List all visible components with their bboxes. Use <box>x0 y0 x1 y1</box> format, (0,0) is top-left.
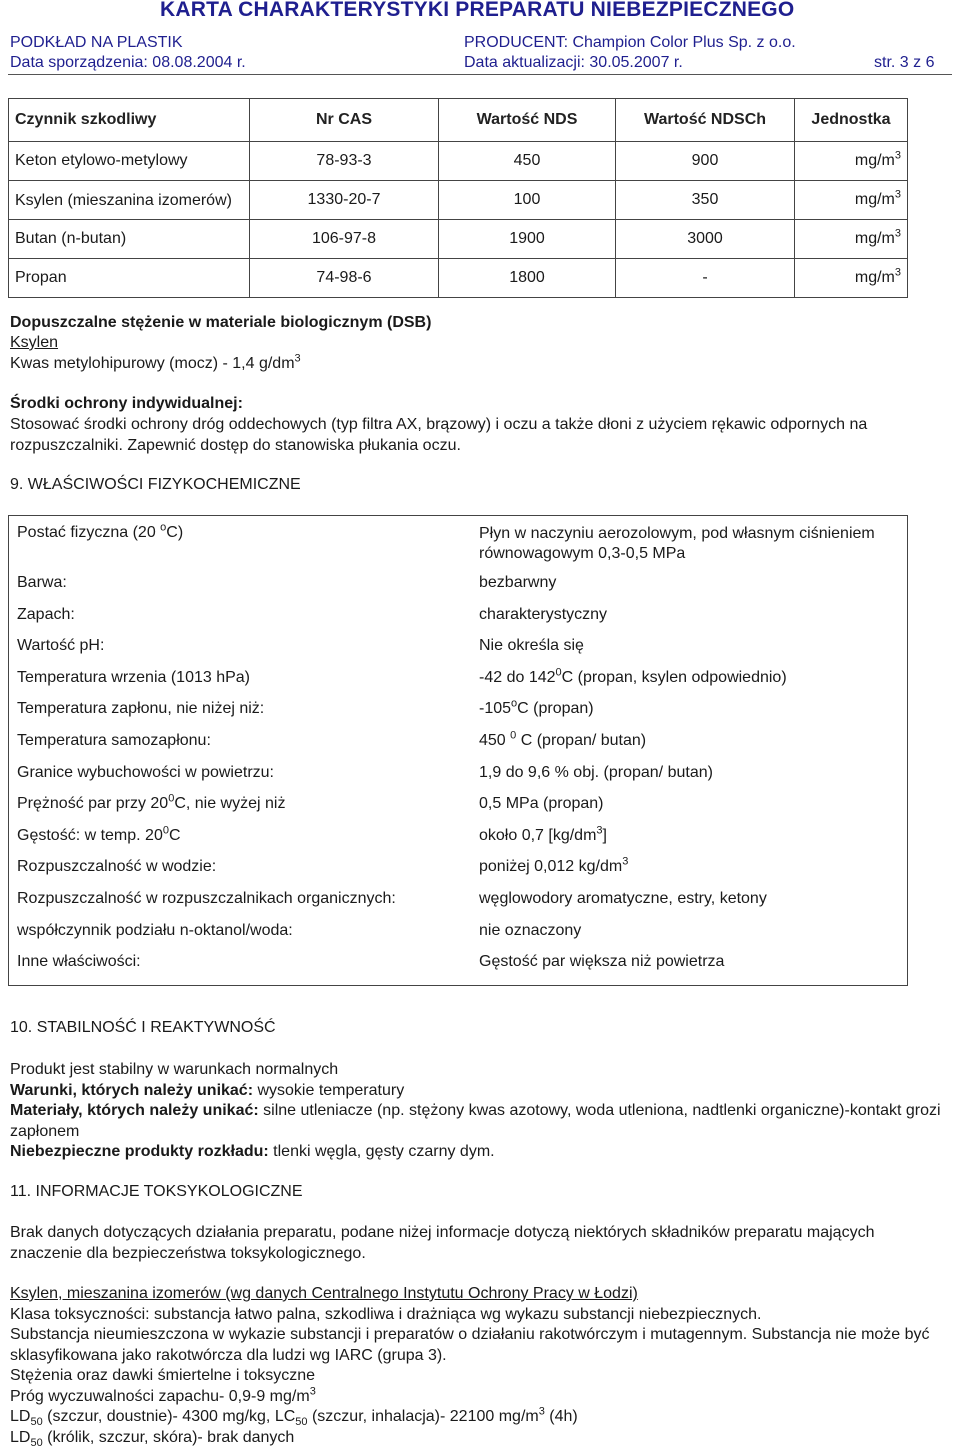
property-label: Zapach: <box>17 605 75 623</box>
section11-heading: 11. INFORMACJE TOKSYKOLOGICZNE <box>10 1183 303 1200</box>
property-value: Gęstość par większa niż powietrza <box>479 953 725 971</box>
nds-cell: 1800 <box>439 259 616 298</box>
substance-cell: Ksylen (mieszanina izomerów) <box>9 181 250 220</box>
producer: PRODUCENT: Champion Color Plus Sp. z o.o. <box>464 34 796 51</box>
ppe-heading: Środki ochrony indywidualnej: <box>10 395 243 412</box>
dsb-value: Kwas metylohipurowy (mocz) - 1,4 $g/dm^3$ <box>10 352 301 372</box>
unit-cell: $mg/m^3$ <box>795 259 908 298</box>
table-row <box>9 637 908 669</box>
property-value: poniżej 0,012 $kg/dm^3$ <box>479 856 629 876</box>
table-row <box>9 516 908 575</box>
dsb-heading: Dopuszczalne stężenie w materiale biologicznym (DSB) <box>10 314 432 331</box>
ld50-dermal-line: $LD_{50}$ (królik, szczur, skóra)- brak danych <box>10 1428 295 1449</box>
property-label: Inne właściwości: <box>17 953 141 971</box>
dsb-substance: Ksylen <box>10 334 59 351</box>
column-header: Czynnik szkodliwy <box>9 99 250 142</box>
source-line: Ksylen, mieszanina izomerów (wg danych Centralnego Instytutu Ochrony Pracy w Łodzi) <box>10 1285 638 1302</box>
table-row <box>9 574 908 606</box>
nds-cell: 100 <box>439 181 616 220</box>
table-row <box>9 858 908 890</box>
ndsch-cell: 900 <box>616 142 795 181</box>
column-header: Wartość NDSCh <box>616 99 795 142</box>
header-divider <box>8 74 952 75</box>
property-label: Prężność par przy $20^0C$, nie wyżej niż <box>17 792 286 813</box>
ld50-oral-line: $LD_{50}$ (szczur, doustnie)- 4300 mg/kg, $LC_{50}$ (szczur, inhalacja)- 22100 $mg/m^3$ (4h) <box>10 1405 578 1429</box>
substance-cell: Keton etylowo-metylowy <box>9 142 250 181</box>
unit-cell: $mg/m^3$ <box>795 142 908 181</box>
ndsch-cell: - <box>616 259 795 298</box>
odor-threshold-line: Próg wyczuwalności zapachu- 0,9-9 $mg/m^3$ <box>10 1385 316 1405</box>
property-label: Postać fizyczna (20 $^o$C) <box>17 521 184 541</box>
carcinogenicity-line: Substancja nieumieszczona w wykazie substancji i preparatów o działaniu rakotwórczym i mutagennym. Substancja nie może być sklasyfikowana jako rakotwórcza dla ludzi wg IARC (grupa 3). <box>10 1326 930 1364</box>
cas-cell: 106-97-8 <box>250 220 439 259</box>
property-label: współczynnik podziału n-oktanol/woda: <box>17 921 293 939</box>
stability-line: Produkt jest stabilny w warunkach normalnych <box>10 1061 339 1078</box>
property-value: -42 do $142^0C$ (propan, ksylen odpowiednio) <box>479 666 787 686</box>
section10-body <box>10 1060 950 1163</box>
classification-line: Klasa toksyczności: substancja łatwo palna, szkodliwa i drażniąca wg wykazu substancji niebezpiecznych. <box>10 1305 762 1323</box>
nds-cell: 1900 <box>439 220 616 259</box>
ppe-text: Stosować środki ochrony dróg oddechowych (typ filtra AX, brązowy) i oczu a także dłoni z użyciem rękawic odpornych na rozpuszczalniki. Zapewnić dostęp do stanowiska płukania oczu. <box>10 416 868 454</box>
property-value: Płyn w naczyniu aerozolowym, pod własnym ciśnieniem równowagowym 0,3-0,5 MPa <box>479 525 875 562</box>
created-date: Data sporządzenia: 08.08.2004 r. <box>10 54 246 71</box>
section10-heading: 10. STABILNOŚĆ I REAKTYWNOŚĆ <box>10 1019 276 1036</box>
property-label: Gęstość: w temp. $20^0C$ <box>17 824 181 844</box>
property-value: -105$^o$C (propan) <box>479 698 594 718</box>
property-label: Wartość pH: <box>17 637 105 655</box>
page-number: str. 3 z 6 <box>874 54 935 71</box>
table-row <box>9 922 908 954</box>
unit-cell: $mg/m^3$ <box>795 220 908 259</box>
section11-intro: Brak danych dotyczących działania preparatu, podane niżej informacje dotyczą niektórych składników preparatu mających znaczenie dla bezpieczeństwa toksykologicznego. <box>10 1224 875 1262</box>
conditions-line: Warunki, których należy unikać: wysokie temperatury <box>10 1081 405 1099</box>
property-value: bezbarwny <box>479 574 557 591</box>
materials-line: Materiały, których należy unikać: silne utleniacze (np. stężony kwas azotowy, woda utleniona, nadtlenki organiczne)-kontakt grozi zapłonem <box>10 1102 941 1140</box>
cas-cell: 1330-20-7 <box>250 181 439 220</box>
updated-date: Data aktualizacji: 30.05.2007 r. <box>464 54 683 71</box>
property-value: 450 $^0$ C (propan/ butan) <box>479 729 647 749</box>
property-label: Barwa: <box>17 574 67 591</box>
exposure-limits-table <box>8 98 908 298</box>
cas-cell: 74-98-6 <box>250 259 439 298</box>
property-label: Temperatura samozapłonu: <box>17 731 211 749</box>
property-label: Granice wybuchowości w powietrzu: <box>17 763 274 781</box>
property-value: około 0,7 $[kg/dm^3]$ <box>479 824 607 844</box>
property-value: nie oznaczony <box>479 921 582 939</box>
table-row <box>9 953 908 985</box>
cas-cell: 78-93-3 <box>250 142 439 181</box>
table-row <box>9 142 908 181</box>
table-row <box>9 669 908 701</box>
table-row <box>9 220 908 259</box>
substance-cell: Butan (n-butan) <box>9 220 250 259</box>
table-row <box>9 764 908 796</box>
table-row <box>9 259 908 298</box>
ndsch-cell: 350 <box>616 181 795 220</box>
column-header: Jednostka <box>795 99 908 142</box>
column-header: Wartość NDS <box>439 99 616 142</box>
table-row <box>9 606 908 638</box>
substance-cell: Propan <box>9 259 250 298</box>
table-row <box>9 181 908 220</box>
table-row <box>9 795 908 827</box>
property-value: charakterystyczny <box>479 605 608 623</box>
physchem-table <box>8 515 908 986</box>
section11-body <box>10 1284 950 1448</box>
nds-cell: 450 <box>439 142 616 181</box>
property-label: Temperatura zapłonu, nie niżej niż: <box>17 700 265 718</box>
column-header: Nr CAS <box>250 99 439 142</box>
concentrations-line: Stężenia oraz dawki śmiertelne i toksyczne <box>10 1367 316 1384</box>
property-value: 0,5 MPa (propan) <box>479 795 604 813</box>
table-row <box>9 700 908 732</box>
property-value: Nie określa się <box>479 637 584 655</box>
product-name: PODKŁAD NA PLASTIK <box>10 34 183 51</box>
document-title: KARTA CHARAKTERYSTYKI PREPARATU NIEBEZPIECZNEGO <box>160 0 795 21</box>
table-row <box>9 827 908 859</box>
unit-cell: $mg/m^3$ <box>795 181 908 220</box>
table-row <box>9 732 908 764</box>
property-value: węglowodory aromatyczne, estry, ketony <box>479 889 767 907</box>
section9-heading: 9. WŁAŚCIWOŚCI FIZYKOCHEMICZNE <box>10 476 301 493</box>
property-label: Temperatura wrzenia (1013 hPa) <box>17 668 251 686</box>
table-header-row <box>9 99 908 142</box>
property-value: 1,9 do 9,6 % obj. (propan/ butan) <box>479 763 713 781</box>
property-label: Rozpuszczalność w rozpuszczalnikach organicznych: <box>17 889 396 907</box>
property-label: Rozpuszczalność w wodzie: <box>17 858 217 876</box>
ndsch-cell: 3000 <box>616 220 795 259</box>
table-row <box>9 890 908 922</box>
decomposition-line: Niebezpieczne produkty rozkładu: tlenki węgla, gęsty czarny dym. <box>10 1143 495 1160</box>
